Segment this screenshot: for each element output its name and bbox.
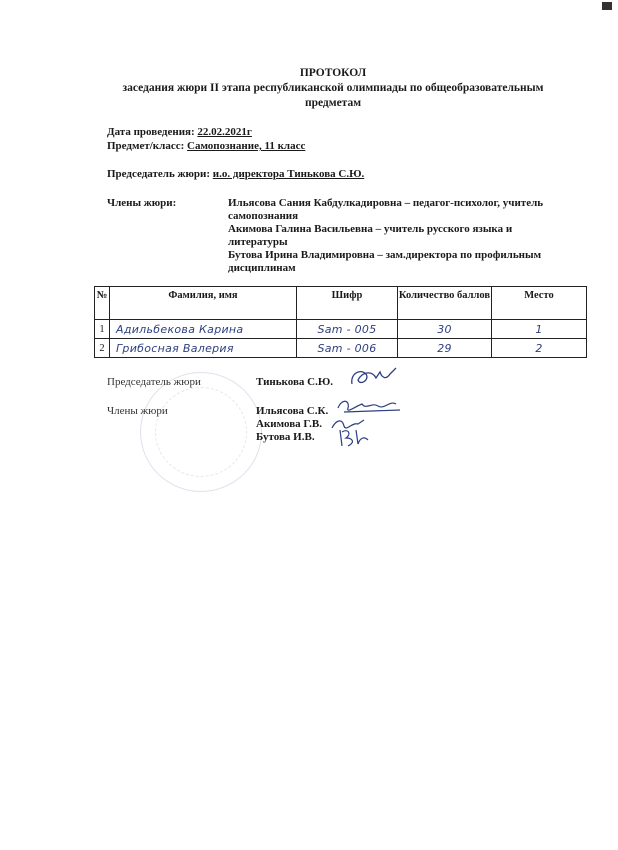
member-line: Ильясова Сания Кабдулкадировна – педагог-психолог, учитель	[228, 197, 544, 209]
table-row	[95, 320, 587, 339]
member-line: литературы	[228, 236, 288, 248]
scan-mark	[602, 2, 612, 10]
table-row	[95, 339, 587, 358]
date-value: 22.02.2021г	[197, 126, 252, 138]
member3-signature-scribble	[334, 424, 374, 450]
member3-signature	[256, 431, 315, 444]
header-name: Фамилия, имя	[110, 287, 297, 320]
row-score: 30	[437, 322, 452, 336]
stamp-inner-ring	[155, 387, 247, 477]
chair-row	[107, 167, 364, 181]
row-code-cell	[297, 320, 398, 339]
row-place: 1	[535, 322, 543, 336]
faded-stamp	[140, 372, 262, 492]
member1-name: Ильясова С.К.	[256, 405, 329, 417]
header-place: Место	[492, 287, 587, 320]
row-num: 1	[95, 320, 110, 339]
row-score-cell	[398, 320, 492, 339]
table-header-row	[95, 287, 587, 320]
subject-label: Предмет/класс:	[107, 140, 187, 152]
row-num: 2	[95, 339, 110, 358]
date-label: Дата проведения:	[107, 126, 198, 138]
protocol-title: ПРОТОКОЛ	[299, 67, 367, 79]
row-name-cell	[110, 339, 297, 358]
members-list	[228, 197, 584, 275]
member-line: Бутова Ирина Владимировна – зам.директора по профильным	[228, 249, 542, 261]
row-place-cell	[492, 320, 587, 339]
chair-role-text: Председатель жюри	[107, 376, 201, 388]
chair-name-text: Тинькова С.Ю.	[256, 376, 333, 388]
header-num: №	[95, 287, 110, 320]
protocol-subtitle-line1: заседания жюри II этапа республиканской олимпиады по общеобразовательным	[122, 82, 544, 94]
date-row	[107, 125, 252, 139]
chair-signature-scribble	[346, 364, 406, 392]
chair-label: Председатель жюри:	[107, 168, 213, 180]
member-line: самопознания	[228, 210, 299, 222]
row-name: Адильбекова Карина	[116, 322, 244, 336]
member2-signature	[256, 418, 322, 431]
row-score: 29	[437, 341, 452, 355]
protocol-subtitle-line2: предметам	[304, 97, 362, 109]
row-score-cell	[398, 339, 492, 358]
header-score: Количество баллов	[398, 287, 492, 320]
member3-name: Бутова И.В.	[256, 431, 315, 443]
row-name: Грибосная Валерия	[116, 341, 234, 355]
row-name-cell	[110, 320, 297, 339]
chair-signature-role	[107, 376, 201, 389]
member2-name: Акимова Г.В.	[256, 418, 322, 430]
subject-row	[107, 139, 305, 153]
row-place: 2	[535, 341, 543, 355]
members-role-text: Члены жюри	[107, 405, 168, 417]
subject-value: Самопознание, 11 класс	[187, 140, 306, 152]
header-code: Шифр	[297, 287, 398, 320]
members-signature-role	[107, 405, 168, 418]
protocol-header	[88, 66, 578, 111]
members-label: Члены жюри:	[107, 197, 177, 209]
results-table	[94, 286, 587, 358]
row-code-cell	[297, 339, 398, 358]
member-line: дисциплинам	[228, 262, 296, 274]
chair-value: и.о. директора Тинькова С.Ю.	[212, 168, 365, 180]
row-code: Sam - 005	[317, 322, 377, 336]
row-place-cell	[492, 339, 587, 358]
chair-signature-name	[256, 376, 333, 389]
member1-signature	[256, 405, 328, 418]
member-line: Акимова Галина Васильевна – учитель русского языка и	[228, 223, 513, 235]
row-code: Sam - 006	[317, 341, 377, 355]
